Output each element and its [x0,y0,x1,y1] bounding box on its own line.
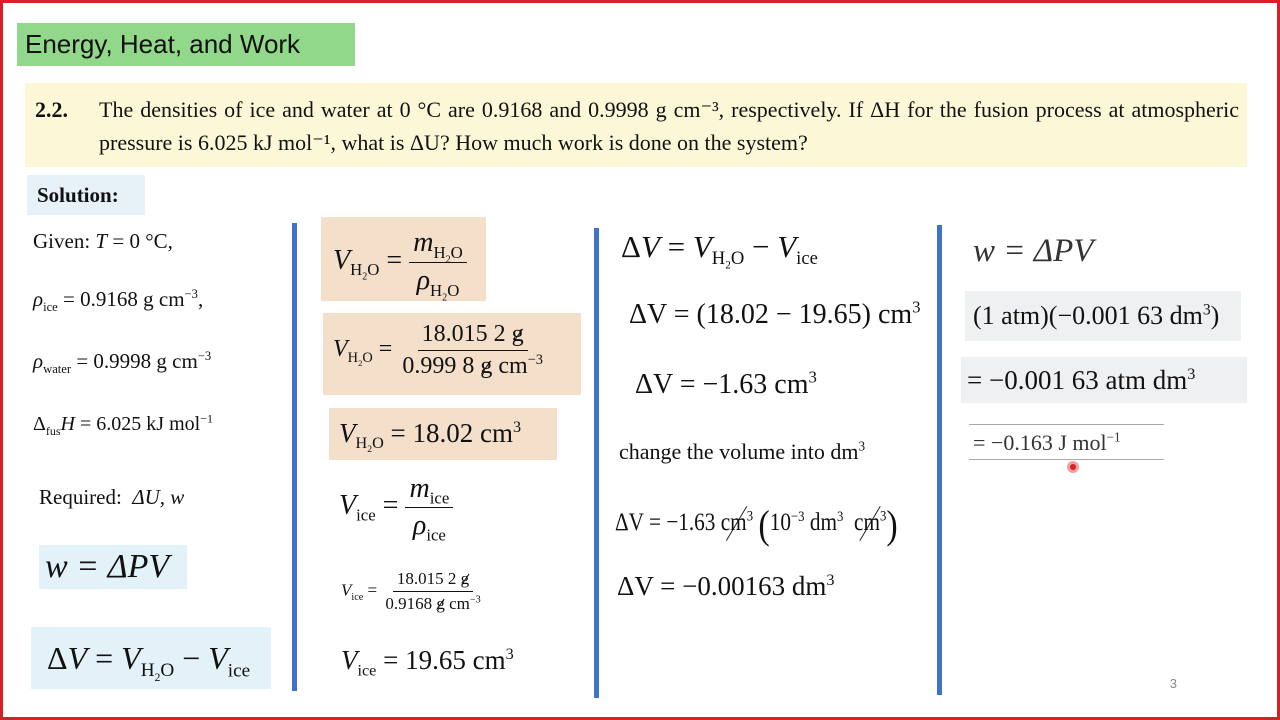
delta-v-formula: $\Delta V = V_{H_2O} - V_{ice}$ [621,229,818,272]
laser-pointer-icon [1067,461,1079,473]
v-water-definition: $V_{H_2O}$ = $\frac{m_{H_2O}}{\rho_{H_2O}}$ [321,217,486,301]
delta-v-formula-box: $\Delta V = V_{H_2O} - V_{ice}$ [31,627,271,689]
required-line: Required: ΔU, w [39,485,185,509]
work-product: (1 atm)(−0.001 63 $dm^3$) [965,291,1241,341]
given-temperature: Given: T = 0 °C, [33,229,173,253]
problem-number: 2.2. [35,97,68,122]
problem-statement [25,83,1247,167]
v-water-substitution: $V_{H_2O}$ = $\frac{18.015 2 g}{0.999 8 g cm^{-3}}$ [323,313,581,395]
v-water-result: $V_{H_2O} = 18.02$ $cm^3$ [329,408,557,460]
given-delta-h: $\Delta_{fus}H = 6.025$ kJ mol$^{-1}$ [33,411,213,438]
work-formula-box: w = ΔPV [39,545,187,589]
given-rho-water: $\rho_{water} = 0.9998$ g $cm^{-3}$ [33,349,212,377]
v-ice-result: $V_{ice} = 19.65$ $cm^3$ [341,645,514,680]
column-divider-1 [292,223,297,691]
delta-v-result-dm3: ΔV = −0.00163 $dm^3$ [617,571,835,601]
work-atm-result: = −0.001 63 atm $dm^3$ [961,357,1247,403]
v-ice-definition: $V_{ice}$ = $\frac{m_{ice}}{\rho_{ice}}$ [339,473,453,542]
slide-title: Energy, Heat, and Work [17,23,355,66]
column-divider-2 [594,228,599,698]
delta-v-calculation: ΔV = (18.02 − 19.65) $cm^3$ [629,297,921,330]
given-rho-ice: $\rho_{ice} = 0.9168$ g $cm^{-3}$, [33,287,204,315]
work-formula: w = ΔPV [973,233,1094,269]
column-divider-3 [937,225,942,695]
problem-text: The densities of ice and water at 0 °C are 0.9168 and 0.9998 g cm⁻³, respectively. If ΔH for the fusion process at atmospheric pressure is 6.025 kJ mol⁻¹, what is ΔU? How much work is done on the system? [99,97,1239,155]
convert-note: change the volume into $dm^3$ [619,438,866,464]
work-joule-result: = −0.163 J mol$^{-1}$ [969,424,1164,460]
delta-v-conversion: ΔV = −1.63 $cm^3$ ($10^{-3}$ $dm^3$ $cm^3$) [615,502,898,547]
solution-label: Solution: [27,175,145,215]
delta-v-result-cm3: ΔV = −1.63 $cm^3$ [635,367,817,400]
v-ice-substitution: $V_{ice}$ = $\frac{18.015 2 g}{0.9168 g cm^{-3}}$ [341,569,481,613]
page-number: 3 [1169,676,1177,691]
